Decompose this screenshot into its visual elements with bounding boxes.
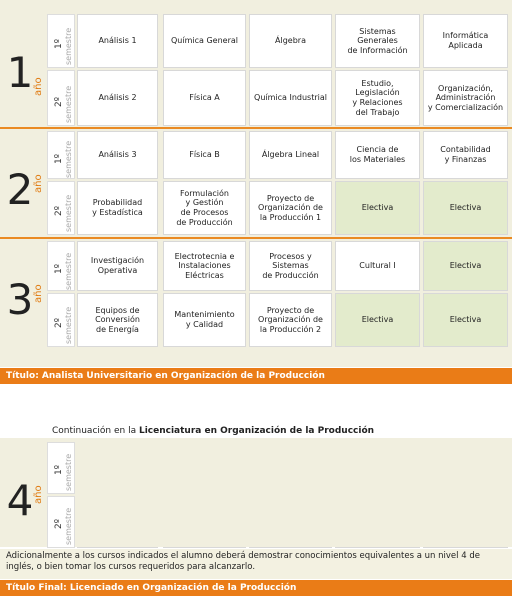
year-label: año: [33, 284, 44, 303]
course-cell: Electiva: [423, 241, 508, 291]
year-4: [0, 440, 512, 547]
final-degree-title-bar: Título Final: Licenciado en Organización de la Producción: [0, 580, 512, 596]
course-cell: Cultural I: [335, 241, 420, 291]
course-cell: Electiva: [335, 181, 420, 235]
course-cell: Proyecto de Organización de la Producción 2: [249, 293, 332, 347]
course-cell: Contabilidad y Finanzas: [423, 131, 508, 179]
course-cell: Análisis 1: [77, 14, 158, 68]
course-cell: Formulación y Gestión de Procesos de Producción: [163, 181, 246, 235]
course-cell: Sistemas Generales de Información: [335, 14, 420, 68]
course-cell: Electiva: [423, 181, 508, 235]
course-cell: Ciencia de los Materiales: [335, 131, 420, 179]
year-number: 2: [6, 165, 34, 214]
course-cell: Informática Aplicada: [423, 14, 508, 68]
semester-label: 1º semestre: [47, 14, 75, 68]
year-number: 1: [6, 48, 34, 97]
course-cell: Análisis 3: [77, 131, 158, 179]
semester-label: 2º semestre: [47, 181, 75, 235]
course-cell: Investigación Operativa: [77, 241, 158, 291]
course-cell: Mantenimiento y Calidad: [163, 293, 246, 347]
course-cell: Álgebra: [249, 14, 332, 68]
course-cell: Procesos y Sistemas de Producción: [249, 241, 332, 291]
course-cell: Electiva: [423, 293, 508, 347]
degree-title-bar: Título: Analista Universitario en Organización de la Producción: [0, 368, 512, 384]
semester-label: 2º semestre: [47, 70, 75, 126]
course-cell: Química General: [163, 14, 246, 68]
continuation-heading: Continuación en la Licenciatura en Organización de la Producción: [52, 426, 375, 436]
course-cell: Electrotecnia e Instalaciones Eléctricas: [163, 241, 246, 291]
year-label: año: [33, 77, 44, 96]
course-cell: Análisis 2: [77, 70, 158, 126]
course-cell: Química Industrial: [249, 70, 332, 126]
course-cell: Física B: [163, 131, 246, 179]
semester-label: 2º semestre: [47, 293, 75, 347]
semester-label: 1º semestre: [47, 241, 75, 291]
course-cell: Estudio, Legislación y Relaciones del Trabajo: [335, 70, 420, 126]
semester-label: 2º semestre: [47, 496, 75, 548]
year-number: 4: [6, 476, 34, 525]
semester-label: 1º semestre: [47, 131, 75, 179]
course-cell: Álgebra Lineal: [249, 131, 332, 179]
year-label: año: [33, 485, 44, 504]
course-cell: Proyecto de Organización de la Producción 1: [249, 181, 332, 235]
course-cell: Física A: [163, 70, 246, 126]
course-cell: Probabilidad y Estadística: [77, 181, 158, 235]
year-number: 3: [6, 275, 34, 324]
course-cell: Equipos de Conversión de Energía: [77, 293, 158, 347]
course-cell: Electiva: [335, 293, 420, 347]
semester-label: 1º semestre: [47, 442, 75, 494]
course-cell: Organización, Administración y Comercialización: [423, 70, 508, 126]
english-requirement-note: Adicionalmente a los cursos indicados el alumno deberá demostrar conocimientos equivalentes a un nivel 4 de inglés, o bien tomar los cursos requeridos para alcanzarlo.: [0, 549, 512, 579]
year-label: año: [33, 174, 44, 193]
